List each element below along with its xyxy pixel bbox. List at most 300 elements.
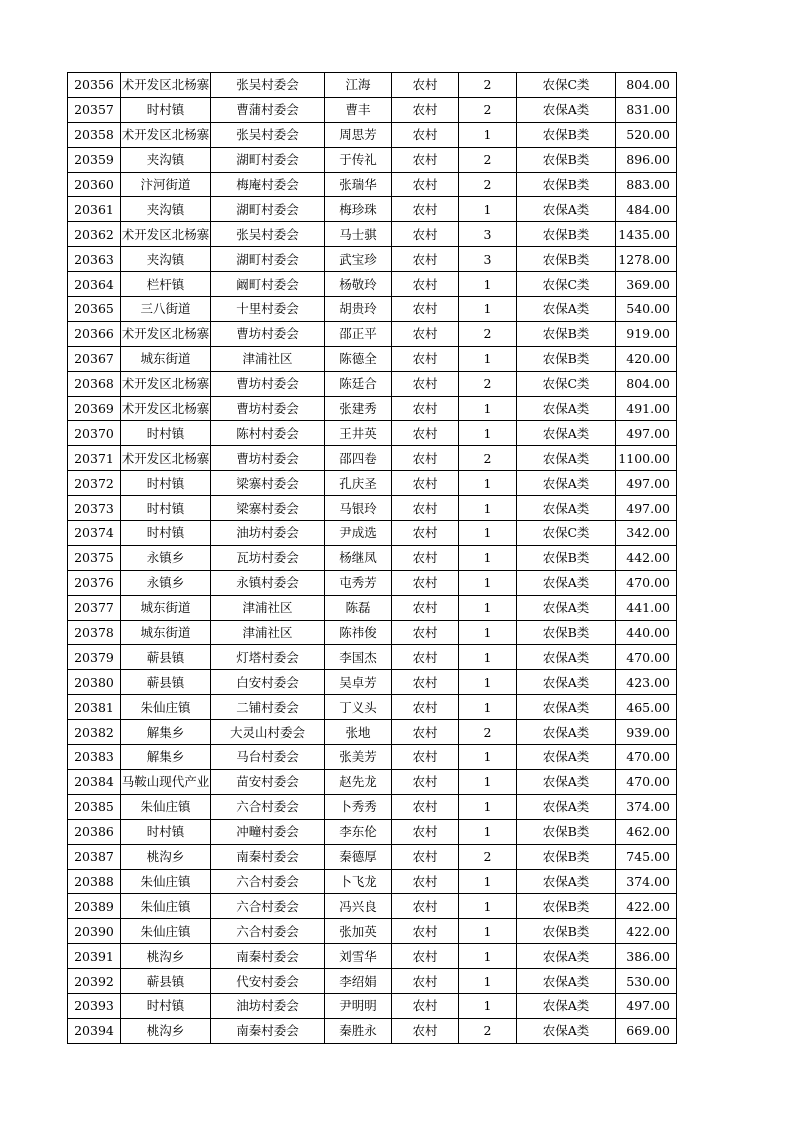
street-cell: 术开发区北杨寨 <box>121 321 211 346</box>
category-cell: 农保A类 <box>517 969 616 994</box>
category-cell: 农保B类 <box>517 222 616 247</box>
record-id-cell: 20358 <box>68 122 121 147</box>
village-cell: 张吴村委会 <box>211 73 325 98</box>
area-type-cell: 农村 <box>392 545 459 570</box>
table-row <box>68 969 677 994</box>
count-cell: 2 <box>459 1018 517 1043</box>
table-row <box>68 1018 677 1043</box>
area-type-cell: 农村 <box>392 745 459 770</box>
village-cell: 永镇村委会 <box>211 570 325 595</box>
area-type-cell: 农村 <box>392 421 459 446</box>
name-cell: 张美芳 <box>325 745 392 770</box>
area-type-cell: 农村 <box>392 222 459 247</box>
amount-cell: 669.00 <box>616 1018 677 1043</box>
category-cell: 农保A类 <box>517 396 616 421</box>
record-id-cell: 20388 <box>68 869 121 894</box>
record-id-cell: 20373 <box>68 496 121 521</box>
name-cell: 孔庆圣 <box>325 471 392 496</box>
village-cell: 梅庵村委会 <box>211 172 325 197</box>
name-cell: 张加英 <box>325 919 392 944</box>
count-cell: 1 <box>459 894 517 919</box>
street-cell: 汴河街道 <box>121 172 211 197</box>
street-cell: 马鞍山现代产业 <box>121 769 211 794</box>
count-cell: 1 <box>459 670 517 695</box>
amount-cell: 804.00 <box>616 73 677 98</box>
area-type-cell: 农村 <box>392 197 459 222</box>
record-id-cell: 20377 <box>68 595 121 620</box>
street-cell: 术开发区北杨寨 <box>121 73 211 98</box>
village-cell: 油坊村委会 <box>211 521 325 546</box>
count-cell: 1 <box>459 645 517 670</box>
records-table <box>67 72 677 1044</box>
count-cell: 3 <box>459 222 517 247</box>
record-id-cell: 20394 <box>68 1018 121 1043</box>
record-id-cell: 20368 <box>68 371 121 396</box>
name-cell: 李国杰 <box>325 645 392 670</box>
amount-cell: 484.00 <box>616 197 677 222</box>
category-cell: 农保A类 <box>517 745 616 770</box>
category-cell: 农保C类 <box>517 371 616 396</box>
village-cell: 湖町村委会 <box>211 147 325 172</box>
name-cell: 周思芳 <box>325 122 392 147</box>
area-type-cell: 农村 <box>392 595 459 620</box>
table-row <box>68 769 677 794</box>
amount-cell: 939.00 <box>616 720 677 745</box>
village-cell: 曹坊村委会 <box>211 371 325 396</box>
record-id-cell: 20375 <box>68 545 121 570</box>
name-cell: 张建秀 <box>325 396 392 421</box>
street-cell: 时村镇 <box>121 993 211 1018</box>
area-type-cell: 农村 <box>392 944 459 969</box>
street-cell: 桃沟乡 <box>121 1018 211 1043</box>
amount-cell: 896.00 <box>616 147 677 172</box>
name-cell: 李绍娟 <box>325 969 392 994</box>
street-cell: 朱仙庄镇 <box>121 894 211 919</box>
table-row <box>68 695 677 720</box>
count-cell: 2 <box>459 147 517 172</box>
table-row <box>68 73 677 98</box>
table-row <box>68 919 677 944</box>
category-cell: 农保C类 <box>517 521 616 546</box>
category-cell: 农保B类 <box>517 620 616 645</box>
name-cell: 曹丰 <box>325 97 392 122</box>
count-cell: 1 <box>459 769 517 794</box>
village-cell: 张吴村委会 <box>211 222 325 247</box>
count-cell: 1 <box>459 521 517 546</box>
category-cell: 农保A类 <box>517 570 616 595</box>
area-type-cell: 农村 <box>392 894 459 919</box>
amount-cell: 804.00 <box>616 371 677 396</box>
village-cell: 灯塔村委会 <box>211 645 325 670</box>
area-type-cell: 农村 <box>392 147 459 172</box>
table-row <box>68 321 677 346</box>
name-cell: 吴卓芳 <box>325 670 392 695</box>
street-cell: 夹沟镇 <box>121 197 211 222</box>
table-row <box>68 371 677 396</box>
village-cell: 油坊村委会 <box>211 993 325 1018</box>
name-cell: 李东伦 <box>325 819 392 844</box>
table-row <box>68 844 677 869</box>
category-cell: 农保B类 <box>517 321 616 346</box>
table-row <box>68 620 677 645</box>
count-cell: 2 <box>459 73 517 98</box>
table-row <box>68 471 677 496</box>
area-type-cell: 农村 <box>392 570 459 595</box>
count-cell: 1 <box>459 944 517 969</box>
category-cell: 农保C类 <box>517 272 616 297</box>
name-cell: 邵四卷 <box>325 446 392 471</box>
village-cell: 梁寨村委会 <box>211 471 325 496</box>
count-cell: 2 <box>459 446 517 471</box>
record-id-cell: 20379 <box>68 645 121 670</box>
table-row <box>68 944 677 969</box>
record-id-cell: 20364 <box>68 272 121 297</box>
count-cell: 1 <box>459 421 517 446</box>
name-cell: 邵正平 <box>325 321 392 346</box>
amount-cell: 1100.00 <box>616 446 677 471</box>
street-cell: 桃沟乡 <box>121 844 211 869</box>
street-cell: 三八街道 <box>121 297 211 322</box>
amount-cell: 470.00 <box>616 645 677 670</box>
count-cell: 1 <box>459 993 517 1018</box>
category-cell: 农保A类 <box>517 720 616 745</box>
count-cell: 1 <box>459 197 517 222</box>
category-cell: 农保B类 <box>517 545 616 570</box>
count-cell: 1 <box>459 570 517 595</box>
record-id-cell: 20367 <box>68 346 121 371</box>
street-cell: 朱仙庄镇 <box>121 919 211 944</box>
table-row <box>68 346 677 371</box>
street-cell: 时村镇 <box>121 471 211 496</box>
area-type-cell: 农村 <box>392 272 459 297</box>
name-cell: 江海 <box>325 73 392 98</box>
village-cell: 湖町村委会 <box>211 197 325 222</box>
amount-cell: 465.00 <box>616 695 677 720</box>
street-cell: 时村镇 <box>121 496 211 521</box>
village-cell: 六合村委会 <box>211 894 325 919</box>
count-cell: 1 <box>459 346 517 371</box>
name-cell: 尹明明 <box>325 993 392 1018</box>
area-type-cell: 农村 <box>392 172 459 197</box>
amount-cell: 497.00 <box>616 421 677 446</box>
table-row <box>68 595 677 620</box>
amount-cell: 470.00 <box>616 570 677 595</box>
name-cell: 卜秀秀 <box>325 794 392 819</box>
area-type-cell: 农村 <box>392 620 459 645</box>
record-id-cell: 20360 <box>68 172 121 197</box>
category-cell: 农保A类 <box>517 695 616 720</box>
street-cell: 时村镇 <box>121 97 211 122</box>
village-cell: 大灵山村委会 <box>211 720 325 745</box>
village-cell: 南秦村委会 <box>211 1018 325 1043</box>
area-type-cell: 农村 <box>392 819 459 844</box>
amount-cell: 831.00 <box>616 97 677 122</box>
village-cell: 湖町村委会 <box>211 247 325 272</box>
count-cell: 2 <box>459 844 517 869</box>
area-type-cell: 农村 <box>392 521 459 546</box>
category-cell: 农保A类 <box>517 670 616 695</box>
count-cell: 1 <box>459 919 517 944</box>
area-type-cell: 农村 <box>392 247 459 272</box>
street-cell: 城东街道 <box>121 620 211 645</box>
village-cell: 代安村委会 <box>211 969 325 994</box>
record-id-cell: 20391 <box>68 944 121 969</box>
area-type-cell: 农村 <box>392 396 459 421</box>
count-cell: 1 <box>459 794 517 819</box>
category-cell: 农保B类 <box>517 919 616 944</box>
street-cell: 术开发区北杨寨 <box>121 446 211 471</box>
street-cell: 永镇乡 <box>121 570 211 595</box>
area-type-cell: 农村 <box>392 297 459 322</box>
record-id-cell: 20362 <box>68 222 121 247</box>
amount-cell: 530.00 <box>616 969 677 994</box>
amount-cell: 497.00 <box>616 471 677 496</box>
village-cell: 二铺村委会 <box>211 695 325 720</box>
name-cell: 秦德厚 <box>325 844 392 869</box>
area-type-cell: 农村 <box>392 720 459 745</box>
street-cell: 夹沟镇 <box>121 247 211 272</box>
village-cell: 冲疃村委会 <box>211 819 325 844</box>
count-cell: 1 <box>459 819 517 844</box>
area-type-cell: 农村 <box>392 346 459 371</box>
area-type-cell: 农村 <box>392 645 459 670</box>
name-cell: 卜飞龙 <box>325 869 392 894</box>
village-cell: 马台村委会 <box>211 745 325 770</box>
amount-cell: 420.00 <box>616 346 677 371</box>
count-cell: 2 <box>459 97 517 122</box>
amount-cell: 540.00 <box>616 297 677 322</box>
name-cell: 梅珍珠 <box>325 197 392 222</box>
table-row <box>68 794 677 819</box>
street-cell: 蕲县镇 <box>121 645 211 670</box>
village-cell: 张吴村委会 <box>211 122 325 147</box>
name-cell: 赵先龙 <box>325 769 392 794</box>
table-row <box>68 993 677 1018</box>
count-cell: 1 <box>459 471 517 496</box>
count-cell: 1 <box>459 496 517 521</box>
count-cell: 1 <box>459 595 517 620</box>
amount-cell: 374.00 <box>616 869 677 894</box>
name-cell: 丁义头 <box>325 695 392 720</box>
name-cell: 陈廷合 <box>325 371 392 396</box>
table-row <box>68 894 677 919</box>
amount-cell: 1435.00 <box>616 222 677 247</box>
amount-cell: 440.00 <box>616 620 677 645</box>
record-id-cell: 20356 <box>68 73 121 98</box>
category-cell: 农保C类 <box>517 73 616 98</box>
street-cell: 时村镇 <box>121 521 211 546</box>
amount-cell: 442.00 <box>616 545 677 570</box>
table-row <box>68 147 677 172</box>
area-type-cell: 农村 <box>392 446 459 471</box>
area-type-cell: 农村 <box>392 993 459 1018</box>
record-id-cell: 20389 <box>68 894 121 919</box>
name-cell: 陈德全 <box>325 346 392 371</box>
table-row <box>68 869 677 894</box>
record-id-cell: 20387 <box>68 844 121 869</box>
street-cell: 朱仙庄镇 <box>121 869 211 894</box>
table-row <box>68 172 677 197</box>
village-cell: 六合村委会 <box>211 794 325 819</box>
street-cell: 解集乡 <box>121 745 211 770</box>
village-cell: 阚町村委会 <box>211 272 325 297</box>
street-cell: 朱仙庄镇 <box>121 695 211 720</box>
village-cell: 陈村村委会 <box>211 421 325 446</box>
record-id-cell: 20363 <box>68 247 121 272</box>
village-cell: 津浦社区 <box>211 346 325 371</box>
name-cell: 于传礼 <box>325 147 392 172</box>
record-id-cell: 20382 <box>68 720 121 745</box>
record-id-cell: 20371 <box>68 446 121 471</box>
table-row <box>68 297 677 322</box>
record-id-cell: 20372 <box>68 471 121 496</box>
area-type-cell: 农村 <box>392 794 459 819</box>
count-cell: 3 <box>459 247 517 272</box>
category-cell: 农保A类 <box>517 595 616 620</box>
name-cell: 杨继凤 <box>325 545 392 570</box>
amount-cell: 342.00 <box>616 521 677 546</box>
category-cell: 农保A类 <box>517 869 616 894</box>
table-row <box>68 122 677 147</box>
category-cell: 农保B类 <box>517 147 616 172</box>
street-cell: 术开发区北杨寨 <box>121 222 211 247</box>
count-cell: 1 <box>459 695 517 720</box>
count-cell: 1 <box>459 745 517 770</box>
village-cell: 曹坊村委会 <box>211 446 325 471</box>
category-cell: 农保A类 <box>517 471 616 496</box>
amount-cell: 422.00 <box>616 919 677 944</box>
amount-cell: 386.00 <box>616 944 677 969</box>
count-cell: 1 <box>459 396 517 421</box>
count-cell: 1 <box>459 272 517 297</box>
name-cell: 张地 <box>325 720 392 745</box>
record-id-cell: 20376 <box>68 570 121 595</box>
amount-cell: 423.00 <box>616 670 677 695</box>
count-cell: 1 <box>459 545 517 570</box>
count-cell: 2 <box>459 371 517 396</box>
area-type-cell: 农村 <box>392 869 459 894</box>
record-id-cell: 20365 <box>68 297 121 322</box>
street-cell: 城东街道 <box>121 595 211 620</box>
village-cell: 梁寨村委会 <box>211 496 325 521</box>
record-id-cell: 20383 <box>68 745 121 770</box>
table-row <box>68 396 677 421</box>
village-cell: 曹坊村委会 <box>211 396 325 421</box>
name-cell: 屯秀芳 <box>325 570 392 595</box>
table-row <box>68 720 677 745</box>
table-row <box>68 645 677 670</box>
category-cell: 农保A类 <box>517 97 616 122</box>
category-cell: 农保A类 <box>517 993 616 1018</box>
area-type-cell: 农村 <box>392 919 459 944</box>
count-cell: 1 <box>459 969 517 994</box>
category-cell: 农保A类 <box>517 645 616 670</box>
street-cell: 朱仙庄镇 <box>121 794 211 819</box>
amount-cell: 497.00 <box>616 993 677 1018</box>
area-type-cell: 农村 <box>392 371 459 396</box>
village-cell: 津浦社区 <box>211 620 325 645</box>
table-row <box>68 446 677 471</box>
street-cell: 夹沟镇 <box>121 147 211 172</box>
street-cell: 蕲县镇 <box>121 670 211 695</box>
category-cell: 农保A类 <box>517 197 616 222</box>
table-row <box>68 421 677 446</box>
street-cell: 城东街道 <box>121 346 211 371</box>
area-type-cell: 农村 <box>392 969 459 994</box>
count-cell: 1 <box>459 869 517 894</box>
amount-cell: 1278.00 <box>616 247 677 272</box>
village-cell: 津浦社区 <box>211 595 325 620</box>
table-row <box>68 545 677 570</box>
table-body <box>68 73 677 1044</box>
record-id-cell: 20374 <box>68 521 121 546</box>
record-id-cell: 20390 <box>68 919 121 944</box>
amount-cell: 491.00 <box>616 396 677 421</box>
area-type-cell: 农村 <box>392 844 459 869</box>
amount-cell: 470.00 <box>616 769 677 794</box>
category-cell: 农保B类 <box>517 346 616 371</box>
street-cell: 时村镇 <box>121 819 211 844</box>
area-type-cell: 农村 <box>392 97 459 122</box>
count-cell: 2 <box>459 321 517 346</box>
record-id-cell: 20359 <box>68 147 121 172</box>
category-cell: 农保B类 <box>517 844 616 869</box>
table-row <box>68 819 677 844</box>
name-cell: 陈磊 <box>325 595 392 620</box>
category-cell: 农保A类 <box>517 769 616 794</box>
street-cell: 术开发区北杨寨 <box>121 371 211 396</box>
amount-cell: 520.00 <box>616 122 677 147</box>
count-cell: 1 <box>459 297 517 322</box>
village-cell: 曹坊村委会 <box>211 321 325 346</box>
category-cell: 农保B类 <box>517 894 616 919</box>
record-id-cell: 20361 <box>68 197 121 222</box>
table-row <box>68 247 677 272</box>
name-cell: 王井英 <box>325 421 392 446</box>
street-cell: 时村镇 <box>121 421 211 446</box>
street-cell: 术开发区北杨寨 <box>121 396 211 421</box>
amount-cell: 369.00 <box>616 272 677 297</box>
amount-cell: 441.00 <box>616 595 677 620</box>
name-cell: 马士骐 <box>325 222 392 247</box>
amount-cell: 883.00 <box>616 172 677 197</box>
village-cell: 南秦村委会 <box>211 844 325 869</box>
amount-cell: 745.00 <box>616 844 677 869</box>
street-cell: 永镇乡 <box>121 545 211 570</box>
name-cell: 杨敬玲 <box>325 272 392 297</box>
name-cell: 尹成选 <box>325 521 392 546</box>
record-id-cell: 20386 <box>68 819 121 844</box>
record-id-cell: 20366 <box>68 321 121 346</box>
count-cell: 2 <box>459 172 517 197</box>
category-cell: 农保B类 <box>517 172 616 197</box>
table-row <box>68 745 677 770</box>
amount-cell: 497.00 <box>616 496 677 521</box>
category-cell: 农保A类 <box>517 794 616 819</box>
table-row <box>68 496 677 521</box>
table-row <box>68 197 677 222</box>
record-id-cell: 20393 <box>68 993 121 1018</box>
category-cell: 农保B类 <box>517 247 616 272</box>
village-cell: 瓦坊村委会 <box>211 545 325 570</box>
category-cell: 农保A类 <box>517 446 616 471</box>
name-cell: 秦胜永 <box>325 1018 392 1043</box>
record-id-cell: 20384 <box>68 769 121 794</box>
category-cell: 农保A类 <box>517 944 616 969</box>
amount-cell: 919.00 <box>616 321 677 346</box>
record-id-cell: 20378 <box>68 620 121 645</box>
name-cell: 马银玲 <box>325 496 392 521</box>
